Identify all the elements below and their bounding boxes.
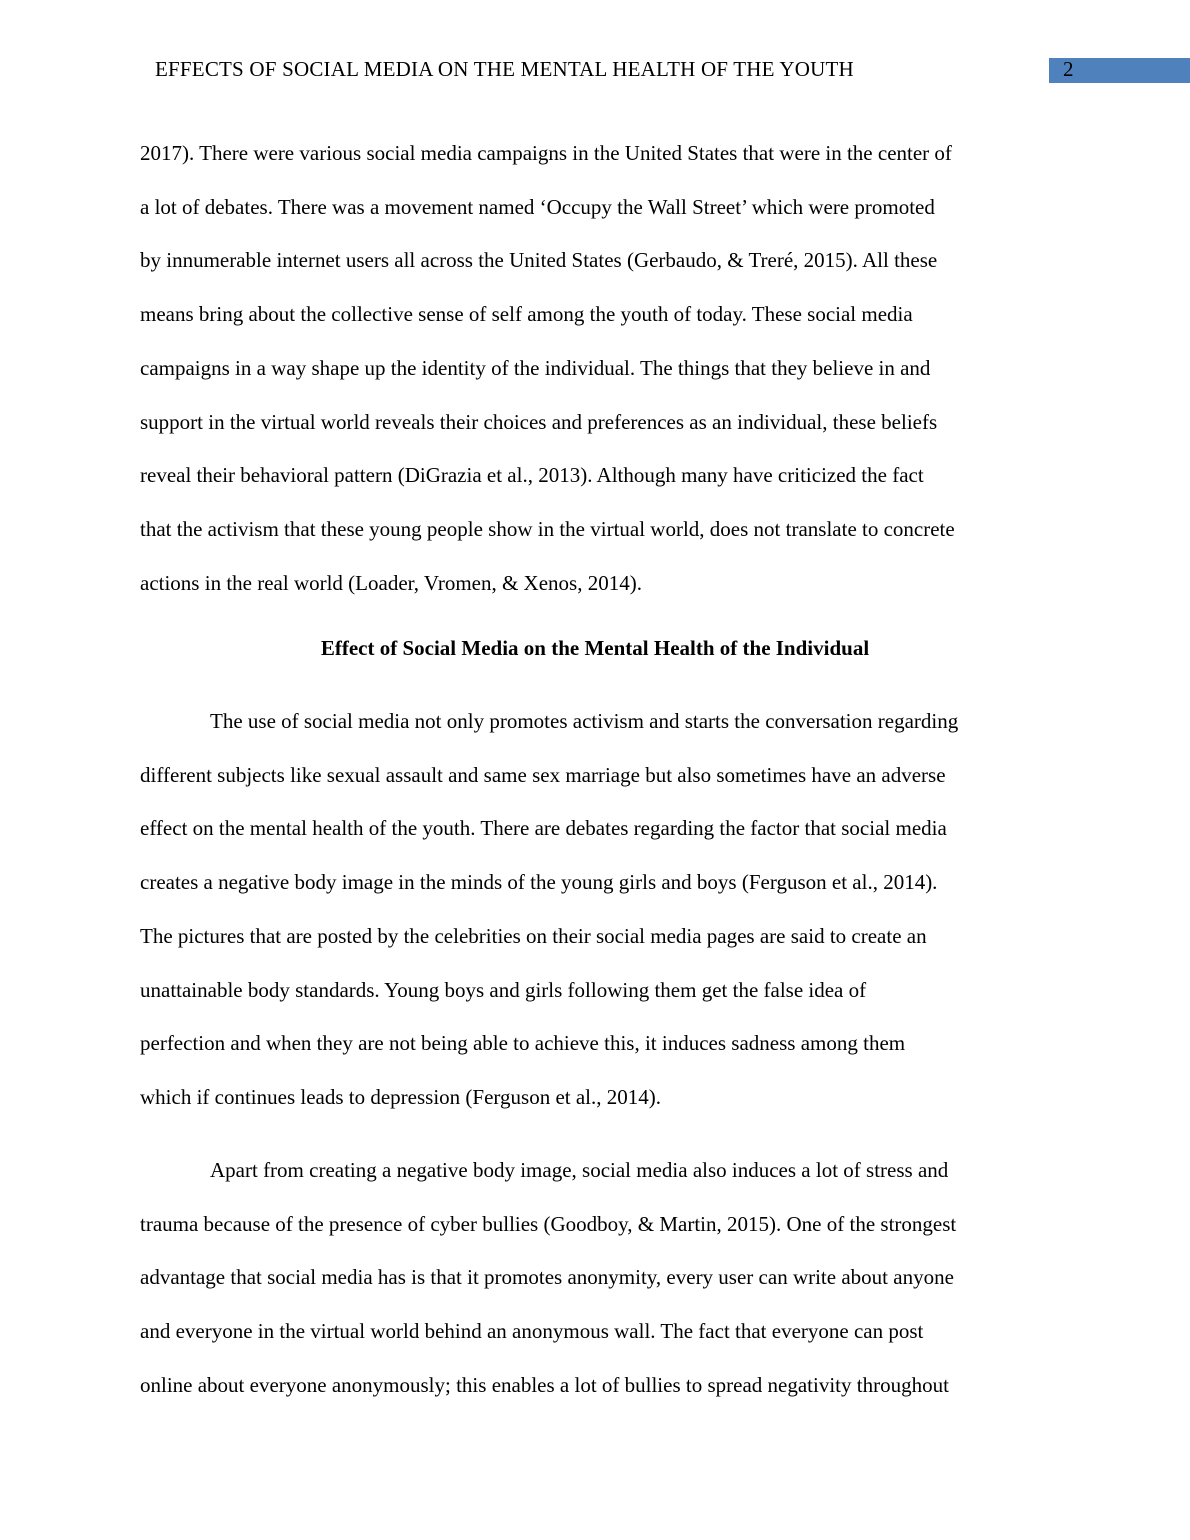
paragraph-line: effect on the mental health of the youth. There are debates regarding the factor that social media	[140, 816, 947, 841]
paragraph-line: different subjects like sexual assault and same sex marriage but also sometimes have an adverse	[140, 762, 946, 787]
paragraph-line: advantage that social media has is that it promotes anonymity, every user can write about anyone	[140, 1265, 954, 1290]
paragraph-line: Apart from creating a negative body image, social media also induces a lot of stress and	[210, 1158, 949, 1182]
paragraph-line: trauma because of the presence of cyber bullies (Goodboy, & Martin, 2015). One of the strongest	[140, 1211, 957, 1236]
paragraph-line: The pictures that are posted by the celebrities on their social media pages are said to create an	[140, 923, 927, 948]
paragraph-line: actions in the real world (Loader, Vromen, & Xenos, 2014).	[140, 570, 642, 595]
header-title: EFFECTS OF SOCIAL MEDIA ON THE MENTAL HEALTH OF THE YOUTH	[155, 57, 854, 81]
paragraph-line: by innumerable internet users all across the United States (Gerbaudo, & Treré, 2015). All these	[140, 248, 938, 273]
paragraph-line: which if continues leads to depression (Ferguson et al., 2014).	[140, 1084, 662, 1109]
paragraph-line: 2017). There were various social media campaigns in the United States that were in the center of	[140, 141, 952, 165]
paragraph-3	[140, 1144, 1055, 1413]
paragraph-line: means bring about the collective sense of self among the youth of today. These social media	[140, 302, 913, 327]
paragraph-line: reveal their behavioral pattern (DiGrazia et al., 2013). Although many have criticized the fact	[140, 463, 924, 488]
paragraph-line: online about everyone anonymously; this enables a lot of bullies to spread negativity throughout	[140, 1372, 949, 1397]
paragraph-line: campaigns in a way shape up the identity of the individual. The things that they believe in and	[140, 355, 931, 380]
page-number: 2	[1063, 57, 1074, 81]
paragraph-line: creates a negative body image in the minds of the young girls and boys (Ferguson et al., 2014).	[140, 870, 938, 895]
section-heading: Effect of Social Media on the Mental Health of the Individual	[320, 636, 870, 660]
paragraph-line: and everyone in the virtual world behind an anonymous wall. The fact that everyone can post	[140, 1319, 924, 1344]
paragraph-line: The use of social media not only promotes activism and starts the conversation regarding	[210, 709, 959, 733]
paragraph-line: support in the virtual world reveals their choices and preferences as an individual, these beliefs	[140, 409, 938, 434]
paragraph-line: a lot of debates. There was a movement named ‘Occupy the Wall Street’ which were promoted	[140, 194, 935, 219]
paragraph-2	[140, 695, 1055, 1125]
paragraph-line: that the activism that these young people show in the virtual world, does not translate to concrete	[140, 516, 955, 541]
paragraph-line: unattainable body standards. Young boys and girls following them get the false idea of	[140, 977, 867, 1002]
paragraph-1	[140, 127, 1055, 610]
paragraph-line: perfection and when they are not being able to achieve this, it induces sadness among them	[140, 1031, 906, 1056]
